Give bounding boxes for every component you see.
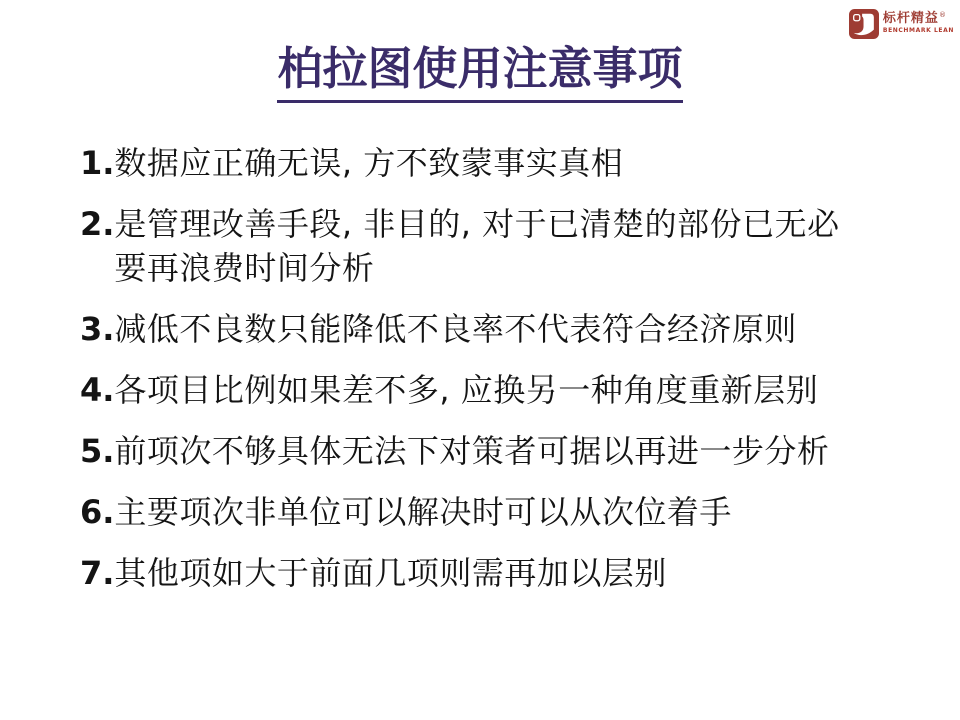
- list-item: [80, 307, 864, 351]
- item-number: 2.: [80, 205, 115, 243]
- list-item: [80, 429, 864, 473]
- item-text: 其他项如大于前面几项则需再加以层别: [114, 554, 667, 592]
- item-text: 减低不良数只能降低不良率不代表符合经济原则: [114, 310, 797, 348]
- registered-mark: ®: [938, 11, 947, 19]
- item-text: 主要项次非单位可以解决时可以从次位着手: [114, 493, 732, 531]
- list-item: [80, 551, 864, 595]
- list-item: [80, 202, 864, 290]
- logo-brand-en: BENCHMARK LEAN: [882, 27, 954, 34]
- benchmark-lean-logo-icon: [849, 9, 879, 39]
- item-number: 7.: [80, 554, 115, 592]
- page-title: [0, 42, 960, 103]
- item-number: 3.: [80, 310, 115, 348]
- logo-text-block: [883, 9, 954, 34]
- item-number: 5.: [80, 432, 115, 470]
- item-text: 是管理改善手段, 非目的, 对于已清楚的部份已无必要再浪费时间分析: [114, 205, 840, 287]
- item-number: 6.: [80, 493, 115, 531]
- benchmark-lean-logo: [849, 9, 954, 39]
- list-item: [80, 141, 864, 185]
- item-text: 各项目比例如果差不多, 应换另一种角度重新层别: [114, 371, 819, 409]
- item-text: 数据应正确无误, 方不致蒙事实真相: [114, 144, 624, 182]
- list-item: [80, 368, 864, 412]
- notes-list: [80, 141, 864, 612]
- item-number: 4.: [80, 371, 115, 409]
- logo-brand-cn: 标杆精益®: [882, 11, 947, 26]
- list-item: [80, 490, 864, 534]
- item-number: 1.: [80, 144, 115, 182]
- page-title-text: 柏拉图使用注意事项: [277, 42, 682, 103]
- item-text: 前项次不够具体无法下对策者可据以再进一步分析: [114, 432, 830, 470]
